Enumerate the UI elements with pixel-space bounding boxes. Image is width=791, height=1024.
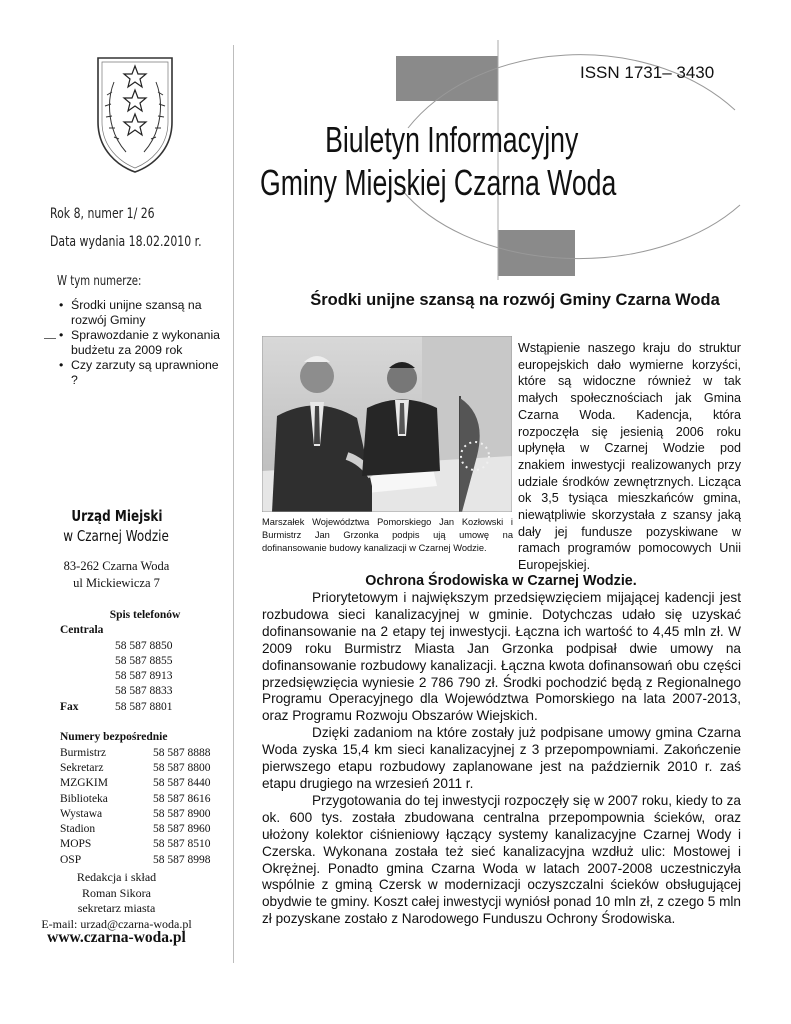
address-line: 83-262 Czarna Woda: [63, 559, 170, 573]
phone-number: 58 587 8960: [153, 823, 211, 836]
address-line: ul Mickiewicza 7: [73, 576, 160, 590]
phones-title: Spis telefonów: [109, 609, 181, 621]
credits-line: Roman Sikora: [82, 885, 151, 900]
direct-title: Numery bezpośrednie: [60, 731, 168, 744]
phone-number: 58 587 8510: [153, 838, 211, 851]
phone-number: 58 587 8616: [153, 792, 211, 805]
phone-number: 58 587 8800: [153, 761, 211, 774]
credits: [0, 870, 233, 932]
office-block: [0, 506, 233, 545]
phone-row: [60, 822, 230, 837]
phone-row: [60, 746, 230, 761]
credits-line: sekretarz miasta: [77, 901, 156, 915]
phone-row: [60, 761, 230, 776]
central-number: 58 587 8850: [115, 639, 173, 652]
toc-item[interactable]: • Czy zarzuty są uprawnione ?: [57, 358, 227, 388]
fax-label: Fax: [60, 700, 79, 713]
issue-date: Data wydania 18.02.2010 r.: [50, 234, 202, 250]
phone-directory: [60, 608, 230, 868]
page-title: [260, 118, 630, 204]
fax-number: 58 587 8801: [115, 700, 173, 713]
coat-of-arms-logo: [92, 52, 178, 176]
phone-row: [60, 853, 230, 868]
paragraph: Dzięki zadaniom na które zostały już podpisane umowy gmina Czarna Woda zyska 15,4 km sieci kanalizacyjnej z 3 przepompowniami. Zakończenie pierwszego etapu rozbudowy zaplanowane jest na październik 2010 r. zaś etapu drugiego na wrzesień 2011 r.: [262, 725, 741, 791]
phone-label: MZGKIM: [60, 777, 108, 790]
article-lede: Wstąpienie naszego kraju do struktur europejskich dało wymierne korzyści, które są widoczne również w tak małych społecznościach jak Gmina Czarna Woda. Kadencja, która rozpoczęła się jesienią 2006 roku upłynęła w Czarnej Wodzie pod znakiem inwestycji realizowanych przy udziale środków zewnętrznych. Licząca ok 3,5 tysiąca mieszkańców gmina, niewątpliwie skorzystała z szansy jaką dały jej fundusze pozyskiwane w ramach programów pomocowych Unii Europejskiej.: [518, 341, 741, 573]
phone-label: MOPS: [60, 838, 92, 851]
phone-label: Stadion: [60, 823, 96, 836]
toc-item[interactable]: [57, 328, 227, 358]
phone-number: 58 587 8888: [153, 746, 211, 759]
title-line: Gminy Miejskiej Czarna Woda: [260, 162, 617, 203]
table-of-contents: [57, 298, 227, 388]
paragraph: Priorytetowym i największym przedsięwzięciem mijającej kadencji jest rozbudowa sieci kanalizacyjnej w gminie. Dotychczas udało się uzyskać dofinansowanie na 2 etapy tej inwestycji. Łączna ich wartość to 4,45 mln zł. W 2009 roku Burmistrz Miasta Jan Grzonka podpisał dwie umowy na dofinansowanie rozbudowy kanalizacji. Łączna kwota dofinansowań obu części przedsięwzięcia wyniesie 2 786 790 zł. Środki pochodzić będą z Regionalnego Programu Operacyjnego dla Województwa Pomorskiego na lata 2007-2013, oraz Programu Rozwoju Obszarów Wiejskich.: [262, 590, 741, 724]
central-number: 58 587 8833: [115, 685, 173, 698]
phone-label: Burmistrz: [60, 746, 106, 759]
article-body: [262, 590, 741, 928]
in-this-issue-label: W tym numerze:: [57, 274, 142, 289]
phone-row: [60, 837, 230, 852]
central-number: 58 587 8855: [115, 654, 173, 667]
office-address: [0, 558, 233, 592]
toc-mark: [44, 338, 56, 339]
phone-label: Wystawa: [60, 807, 103, 820]
phone-row: [60, 776, 230, 791]
central-label: Centrala: [60, 624, 104, 637]
toc-item[interactable]: • Środki unijne szansą na rozwój Gminy: [57, 298, 227, 328]
column-divider: [233, 45, 234, 963]
phone-label: Biblioteka: [60, 792, 108, 805]
central-number: 58 587 8913: [115, 670, 173, 683]
toc-item-label: Sprawozdanie z wykonania budżetu za 2009 rok: [71, 328, 221, 357]
title-line: Biuletyn Informacyjny: [325, 119, 579, 160]
phone-row: [60, 807, 230, 822]
phone-label: OSP: [60, 853, 82, 866]
signing-photo: [262, 336, 512, 512]
photo-caption: Marszałek Województwa Pomorskiego Jan Kozłowski i Burmistrz Jan Grzonka podpis ują umowę na dofinansowanie budowy kanalizacji w Czarnej Wodzie.: [262, 517, 513, 554]
issue-info: [50, 200, 202, 256]
paragraph: Przygotowania do tej inwestycji rozpoczęły się w 2007 roku, kiedy to za ok. 600 tys. została zbudowana centralna przepompownia ścieków, oraz ułożony kolektor ciśnieniowy łączący systemy kanalizacyjne Czarnej Wody i Czerska. Wykonana została też sieć kanalizacyjna wzdłuż ulic: Mostowej i Okrężnej. Ponadto gmina Czarna Woda w latach 2007-2008 uczestniczyła wspólnie z gminą Czersk w modernizacji oczyszczalni ścieków obsługującej obydwie te gminy. Koszt całej inwestycji wyniósł ponad 10 mln zł, z czego 5 mln zł pozyskane zostało z Narodowego Funduszu Ochrony Środowiska.: [262, 792, 741, 927]
phone-number: 58 587 8440: [153, 777, 211, 790]
issue-number: Rok 8, numer 1/ 26: [50, 206, 155, 222]
phone-label: Sekretarz: [60, 761, 104, 774]
office-city: w Czarnej Wodzie: [63, 527, 170, 545]
credits-line: Redakcja i skład: [76, 870, 157, 884]
email[interactable]: E-mail: urzad@czarna-woda.pl: [41, 916, 192, 931]
issn: ISSN 1731– 3430: [580, 63, 715, 82]
office-name: Urząd Miejski: [70, 507, 163, 525]
article-headline: Środki unijne szansą na rozwój Gminy Czarna Woda: [310, 291, 720, 309]
phone-number: 58 587 8900: [153, 807, 211, 820]
website-link[interactable]: www.czarna-woda.pl: [47, 929, 186, 946]
section-heading: Ochrona Środowiska w Czarnej Wodzie.: [365, 573, 637, 589]
phone-row: [60, 792, 230, 807]
phone-number: 58 587 8998: [153, 853, 211, 866]
